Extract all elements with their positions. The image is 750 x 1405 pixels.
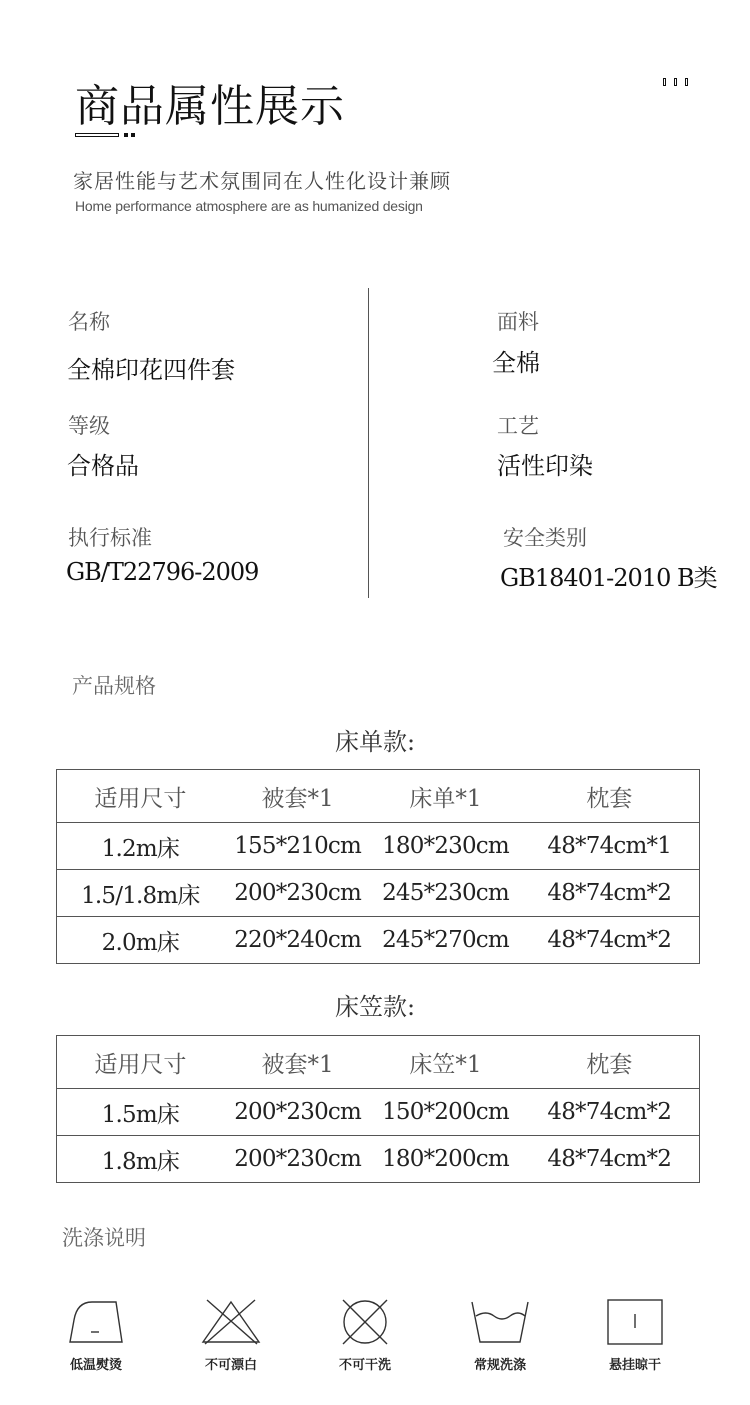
header-cell: 被套*1	[261, 785, 334, 812]
wash-label: 悬挂晾干	[608, 1358, 661, 1373]
fabric-value: 全棉	[492, 349, 540, 377]
craft-label: 工艺	[497, 414, 539, 438]
sheet-spec-table	[56, 769, 700, 964]
name-label: 名称	[68, 310, 110, 334]
table-cell: 2.0m床	[57, 917, 224, 964]
table-header-row	[57, 770, 700, 823]
header-cell: 床笠*1	[409, 1051, 482, 1078]
normal-wash-icon	[468, 1298, 532, 1346]
header-cell: 枕套	[586, 785, 633, 812]
grade-label: 等级	[68, 414, 110, 438]
no-bleach-icon	[199, 1298, 263, 1346]
wash-item-normal	[450, 1298, 550, 1373]
header-cell: 枕套	[586, 1051, 633, 1078]
fabric-label: 面料	[497, 310, 539, 334]
table-row	[57, 870, 700, 917]
safety-value: GB18401-2010 B类	[500, 564, 717, 592]
wash-item-iron	[46, 1298, 146, 1373]
table-row	[57, 823, 700, 870]
dot-icon	[685, 78, 688, 86]
underline-square	[124, 133, 128, 137]
table-cell: 180*200cm	[372, 1136, 520, 1183]
craft-value: 活性印染	[497, 452, 593, 480]
wash-label: 常规洗涤	[473, 1358, 526, 1373]
table-cell: 200*230cm	[224, 1089, 372, 1136]
table-cell: 48*74cm*2	[519, 870, 699, 917]
spec-section-label: 产品规格	[72, 674, 156, 698]
wash-label: 不可干洗	[338, 1358, 391, 1373]
low-temp-iron-icon	[64, 1298, 128, 1346]
standard-value: GB/T22796-2009	[66, 558, 259, 586]
sheet-table-title: 床单款:	[334, 728, 416, 756]
hang-dry-icon	[603, 1298, 667, 1346]
fitted-spec-table	[56, 1035, 700, 1183]
name-value: 全棉印花四件套	[67, 356, 235, 384]
standard-label: 执行标准	[68, 526, 152, 550]
table-cell: 48*74cm*2	[519, 1136, 699, 1183]
table-cell: 1.5/1.8m床	[57, 870, 224, 917]
table-cell: 48*74cm*1	[519, 823, 699, 870]
table-cell: 1.5m床	[57, 1089, 224, 1136]
header-cell: 被套*1	[261, 1051, 334, 1078]
title-underline	[75, 133, 119, 137]
table-row	[57, 917, 700, 964]
wash-label: 不可漂白	[204, 1358, 257, 1373]
wash-item-bleach	[181, 1298, 281, 1373]
table-cell: 155*210cm	[224, 823, 372, 870]
decorative-dots	[663, 78, 688, 86]
header-cell: 床单*1	[409, 785, 482, 812]
underline-square	[131, 133, 135, 137]
table-cell: 1.2m床	[57, 823, 224, 870]
table-cell: 180*230cm	[372, 823, 520, 870]
dot-icon	[674, 78, 677, 86]
dot-icon	[663, 78, 666, 86]
table-cell: 245*270cm	[372, 917, 520, 964]
subtitle-chinese: 家居性能与艺术氛围同在人性化设计兼顾	[73, 169, 451, 193]
safety-label: 安全类别	[503, 526, 587, 550]
no-dry-clean-icon	[333, 1298, 397, 1346]
wash-item-dryclean	[315, 1298, 415, 1373]
table-row	[57, 1089, 700, 1136]
divider-line	[368, 288, 369, 598]
subtitle-english: Home performance atmosphere are as humanized design	[75, 198, 423, 214]
table-cell: 220*240cm	[224, 917, 372, 964]
wash-label: 低温熨烫	[69, 1358, 122, 1373]
wash-item-hang	[585, 1298, 685, 1373]
table-cell: 48*74cm*2	[519, 1089, 699, 1136]
grade-value: 合格品	[67, 452, 139, 480]
header-cell: 适用尺寸	[94, 785, 187, 812]
table-cell: 150*200cm	[372, 1089, 520, 1136]
wash-section-label: 洗涤说明	[62, 1226, 146, 1250]
table-cell: 200*230cm	[224, 870, 372, 917]
table-cell: 200*230cm	[224, 1136, 372, 1183]
table-cell: 1.8m床	[57, 1136, 224, 1183]
table-cell: 245*230cm	[372, 870, 520, 917]
header-cell: 适用尺寸	[94, 1051, 187, 1078]
page-title: 商品属性展示	[75, 81, 345, 132]
table-header-row	[57, 1036, 700, 1089]
table-row	[57, 1136, 700, 1183]
table-cell: 48*74cm*2	[519, 917, 699, 964]
fitted-table-title: 床笠款:	[334, 993, 416, 1021]
